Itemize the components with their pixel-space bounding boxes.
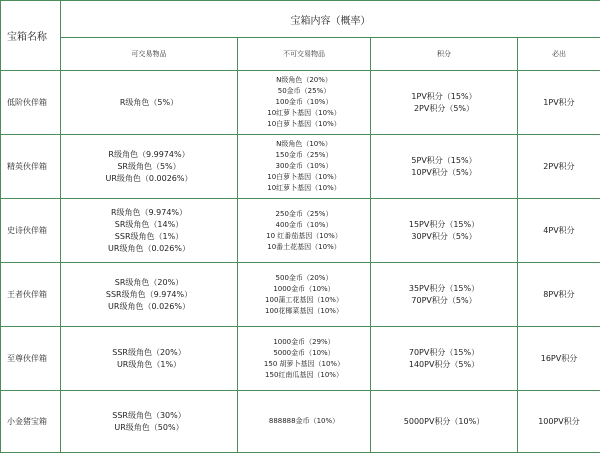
points-item: 30PV积分（5%） — [411, 231, 477, 241]
tradable-cell — [61, 71, 238, 135]
tradable-item: R级角色（5%） — [119, 97, 179, 107]
tradable-cell — [61, 263, 238, 327]
non-tradable-item: 10白萝卜基因（10%） — [267, 120, 341, 128]
tradable-cell — [61, 391, 238, 453]
tradable-item: R级角色（9.9974%） — [108, 149, 190, 159]
non-tradable-item: 50金币（25%） — [277, 87, 331, 95]
non-tradable-item: 10白萝卜基因（10%） — [267, 173, 341, 181]
points-cell — [371, 135, 518, 199]
must-drop-cell: 16PV积分 — [518, 327, 600, 391]
points-cell — [371, 263, 518, 327]
points-item: 5PV积分（15%） — [411, 155, 477, 165]
tradable-cell — [61, 327, 238, 391]
tradable-item: SSR级角色（20%） — [112, 347, 186, 357]
points-item: 140PV积分（5%） — [408, 359, 480, 369]
tradable-item: SSR级角色（30%） — [112, 410, 186, 420]
points-item: 1PV积分（15%） — [411, 91, 477, 101]
non-tradable-item: N级角色（20%） — [276, 76, 332, 84]
non-tradable-item: 250金币（25%） — [275, 209, 333, 218]
header-row-sub — [1, 38, 600, 71]
points-item: 5000PV积分（10%） — [403, 416, 485, 426]
box-name-cell: 王者伙伴箱 — [1, 263, 61, 327]
must-drop-cell: 100PV积分 — [518, 391, 600, 453]
must-drop-cell: 4PV积分 — [518, 199, 600, 263]
tradable-item: SR级角色（20%） — [114, 277, 184, 287]
tradable-item: SR级角色（14%） — [114, 219, 184, 229]
table-row — [1, 263, 600, 327]
non-tradable-cell — [238, 199, 371, 263]
non-tradable-item: 1000金币（29%） — [273, 337, 335, 346]
non-tradable-item: 888888金币（10%） — [268, 417, 340, 425]
non-tradable-item: 300金币（10%） — [275, 162, 333, 170]
points-cell — [371, 391, 518, 453]
must-drop-cell: 2PV积分 — [518, 135, 600, 199]
points-item: 35PV积分（15%） — [408, 283, 480, 293]
points-header: 积分 — [371, 38, 518, 71]
table-row — [1, 71, 600, 135]
points-item: 10PV积分（5%） — [411, 167, 477, 177]
non-tradable-item: 500金币（20%） — [275, 273, 333, 282]
non-tradable-item: 100蒲工花基因（10%） — [265, 295, 343, 304]
must-drop-cell: 1PV积分 — [518, 71, 600, 135]
non-tradable-cell — [238, 391, 371, 453]
tradable-item: R级角色（9.974%） — [110, 207, 188, 217]
must-drop-cell: 8PV积分 — [518, 263, 600, 327]
non-tradable-item: 5000金币（10%） — [273, 348, 335, 357]
box-name-cell: 史诗伙伴箱 — [1, 199, 61, 263]
points-cell — [371, 199, 518, 263]
header-row-top — [1, 1, 600, 38]
tradable-cell — [61, 135, 238, 199]
tradable-header: 可交易物品 — [61, 38, 238, 71]
non-tradable-item: 150金币（25%） — [275, 151, 333, 159]
non-tradable-item: 100花椰菜基因（10%） — [265, 306, 343, 315]
non-tradable-item: 150红南瓜基因（10%） — [265, 370, 343, 379]
tradable-item: UR级角色（50%） — [114, 422, 184, 432]
must-drop-header: 必出 — [518, 38, 600, 71]
tradable-item: UR级角色（0.0026%） — [105, 173, 193, 183]
table-row — [1, 391, 600, 453]
box-name-cell: 至尊伙伴箱 — [1, 327, 61, 391]
non-tradable-item: N级角色（10%） — [276, 140, 332, 148]
points-cell — [371, 327, 518, 391]
non-tradable-item: 150 胡萝卜基因（10%） — [263, 359, 345, 368]
tradable-item: UR级角色（0.026%） — [108, 301, 190, 311]
points-cell — [371, 71, 518, 135]
tradable-cell — [61, 199, 238, 263]
tradable-item: UR级角色（1%） — [116, 359, 182, 369]
box-name-header: 宝箱名称 — [1, 1, 61, 71]
box-name-cell: 小金猪宝箱 — [1, 391, 61, 453]
tradable-item: SR级角色（5%） — [117, 161, 181, 171]
points-item: 15PV积分（15%） — [408, 219, 480, 229]
non-tradable-cell — [238, 327, 371, 391]
non-tradable-item: 100金币（10%） — [275, 98, 333, 106]
table-row — [1, 199, 600, 263]
tradable-item: UR级角色（0.026%） — [108, 243, 190, 253]
non-tradable-item: 400金币（10%） — [275, 220, 333, 229]
non-tradable-cell — [238, 135, 371, 199]
table-row — [1, 135, 600, 199]
non-tradable-header: 不可交易物品 — [238, 38, 371, 71]
box-name-cell: 精英伙伴箱 — [1, 135, 61, 199]
non-tradable-item: 10红萝卜基因（10%） — [267, 109, 341, 117]
tradable-item: SSR级角色（9.974%） — [105, 289, 193, 299]
tradable-item: SSR级角色（1%） — [114, 231, 184, 241]
non-tradable-item: 10番土花基因（10%） — [267, 242, 341, 251]
non-tradable-cell — [238, 71, 371, 135]
non-tradable-item: 1000金币（10%） — [273, 284, 335, 293]
non-tradable-item: 10红萝卜基因（10%） — [267, 184, 341, 192]
points-item: 70PV积分（5%） — [411, 295, 477, 305]
points-item: 2PV积分（5%） — [413, 103, 475, 113]
box-content-header: 宝箱内容（概率） — [61, 1, 600, 38]
points-item: 70PV积分（15%） — [408, 347, 480, 357]
non-tradable-item: 10 红番茄基因（10%） — [266, 231, 342, 240]
box-name-cell: 低阶伙伴箱 — [1, 71, 61, 135]
non-tradable-cell — [238, 263, 371, 327]
table-row — [1, 327, 600, 391]
